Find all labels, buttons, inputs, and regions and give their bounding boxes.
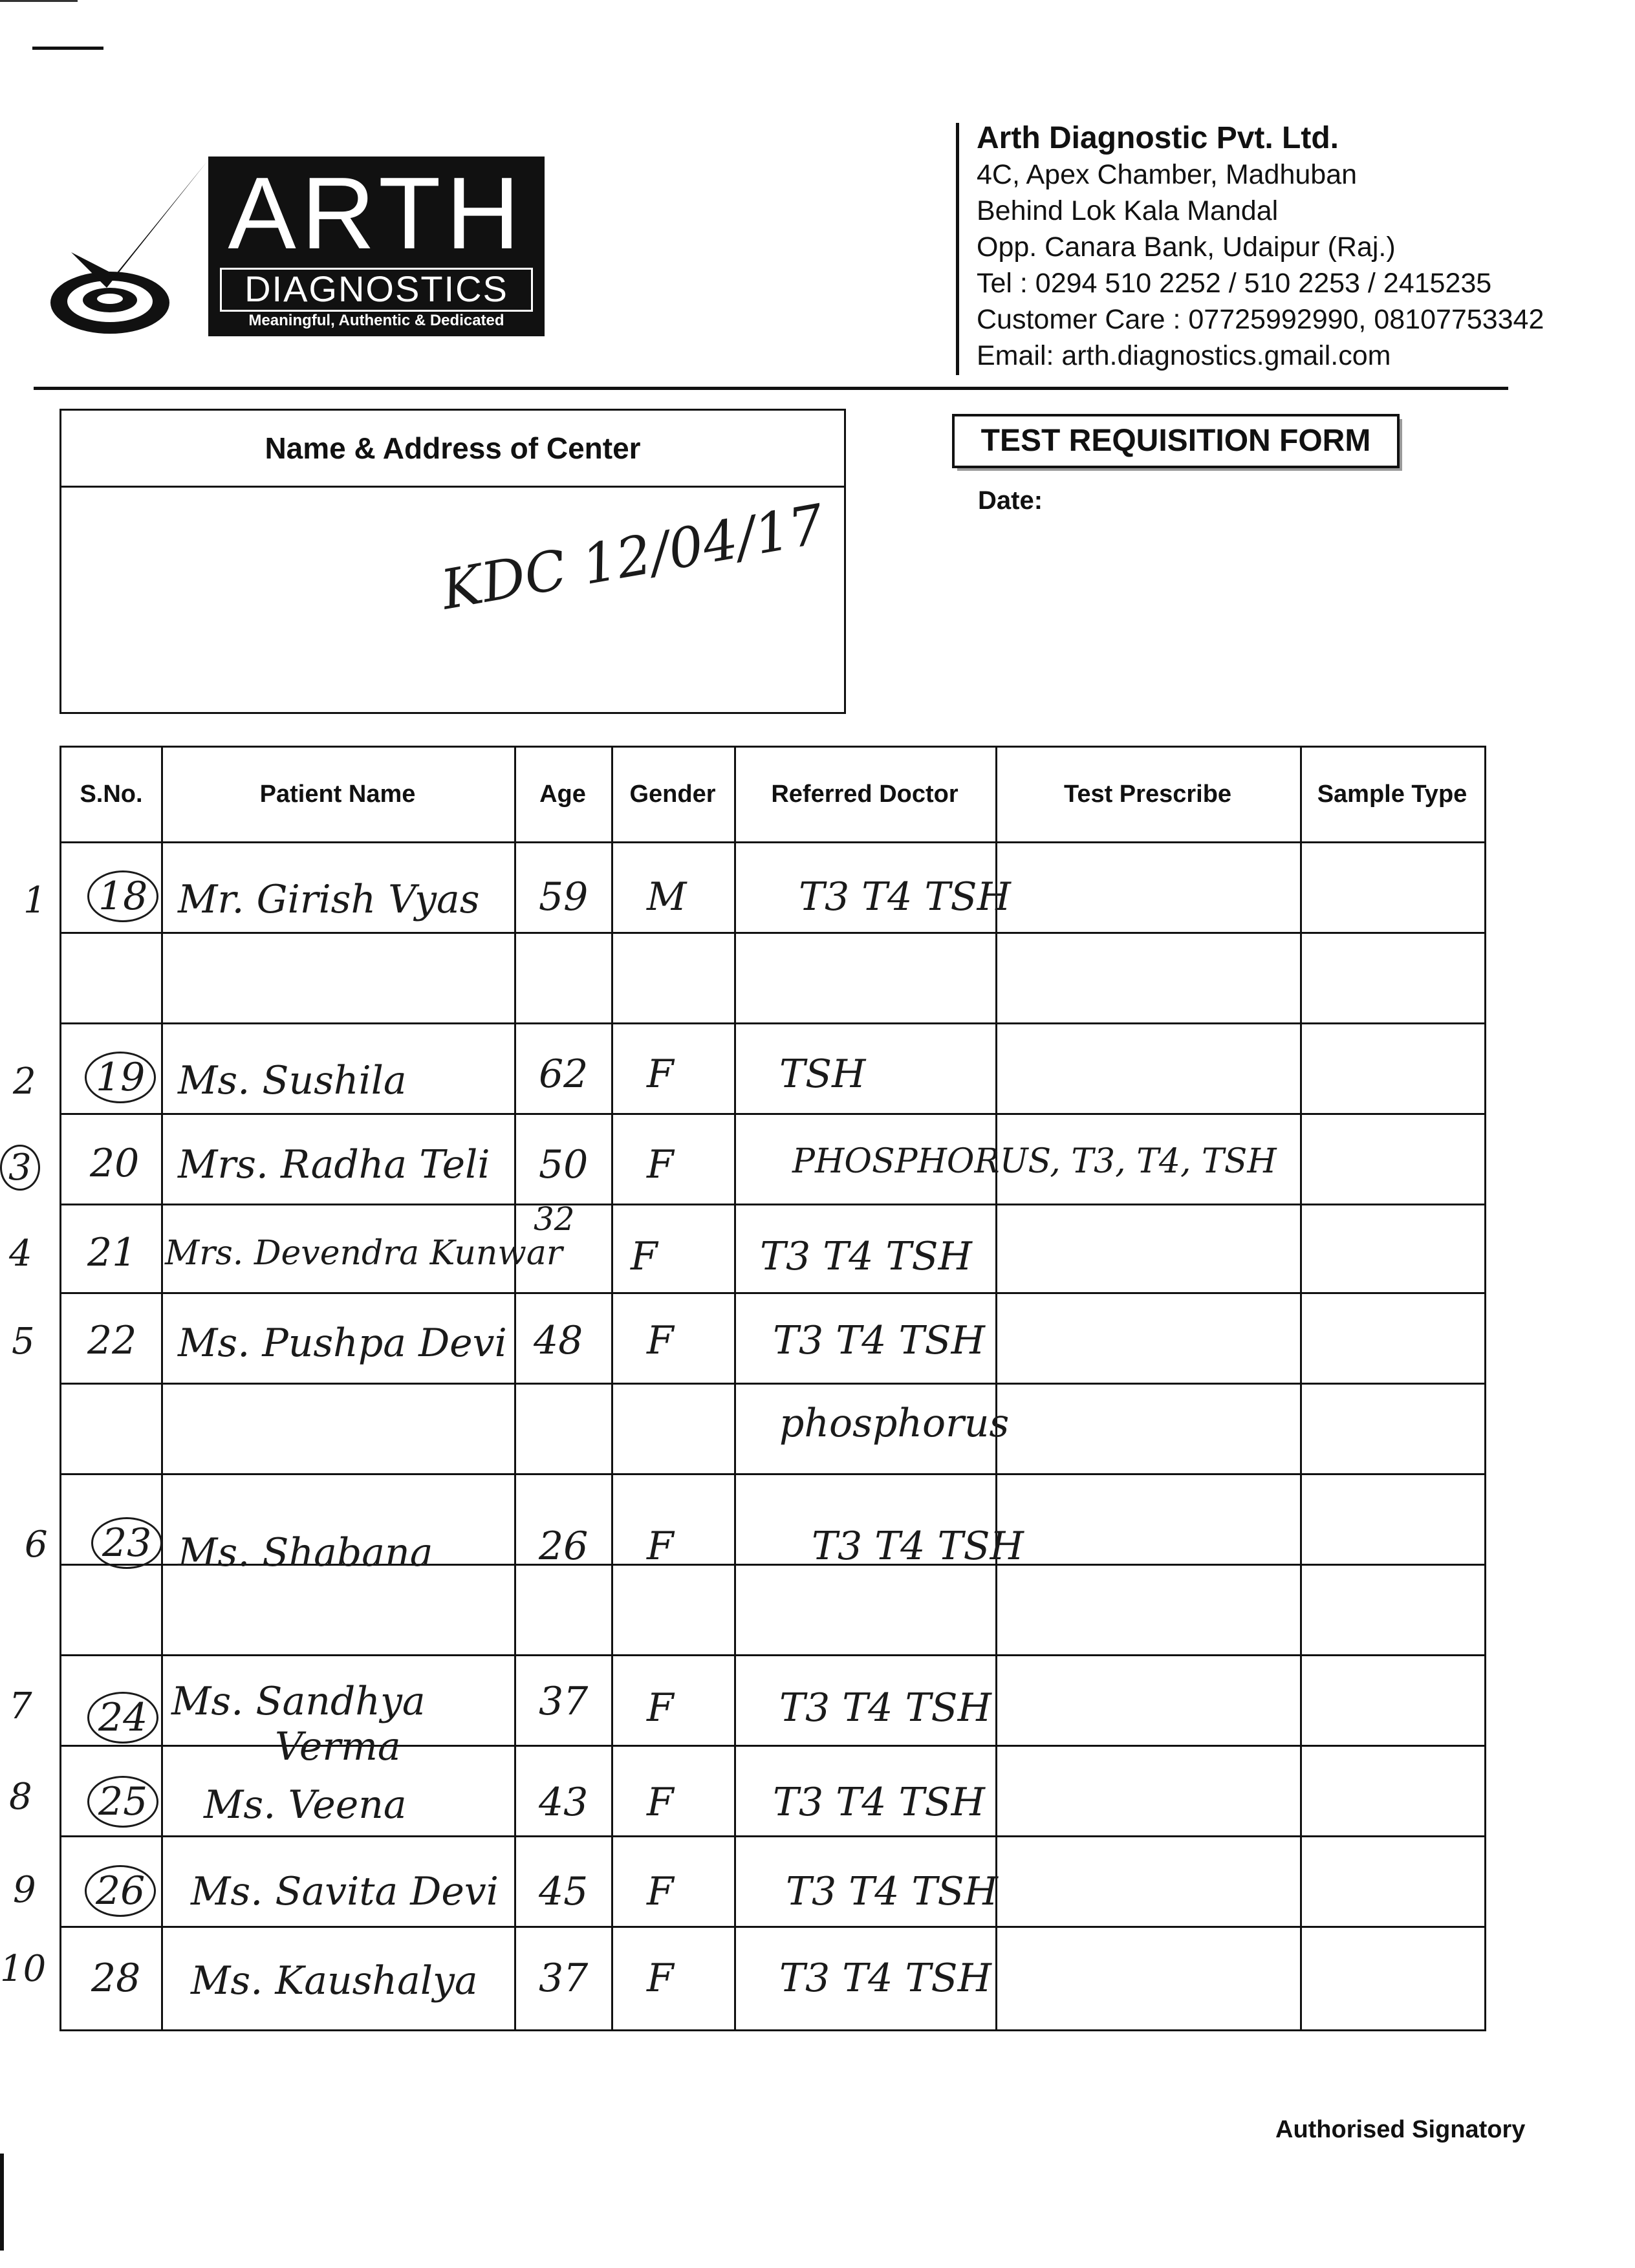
row-age: 50 — [539, 1142, 589, 1187]
brand-sub: DIAGNOSTICS — [220, 268, 533, 312]
center-handwriting: KDC 12/04/17 — [437, 492, 829, 622]
center-box — [60, 409, 846, 714]
row-divider — [61, 1654, 1484, 1656]
row-sno: 20 — [90, 1141, 140, 1186]
row-sno: 26 — [85, 1865, 156, 1917]
row-gender: F — [647, 1685, 674, 1731]
row-gender: F — [647, 1869, 674, 1914]
row-divider — [61, 841, 1484, 843]
row-patient-name: Ms. Kaushalya — [191, 1958, 478, 2003]
header-sno: S.No. — [80, 781, 143, 808]
margin-row-number: 5 — [12, 1321, 35, 1363]
header-sample-type: Sample Type — [1317, 781, 1467, 808]
row-gender: F — [631, 1234, 658, 1279]
row-divider — [61, 1926, 1484, 1928]
customer-care-line: Customer Care : 07725992990, 08107753342 — [977, 304, 1544, 335]
row-sno: 25 — [87, 1776, 158, 1828]
margin-row-number: 6 — [25, 1524, 48, 1566]
address-line: Opp. Canara Bank, Udaipur (Raj.) — [977, 232, 1396, 263]
row-patient-name-cont: Verma — [275, 1724, 401, 1769]
scan-mark-dash — [32, 47, 103, 50]
row-sno: 18 — [87, 870, 158, 922]
address-line: Behind Lok Kala Mandal — [977, 195, 1279, 226]
address-divider — [956, 123, 959, 375]
brand-tagline: Meaningful, Authentic & Dedicated — [248, 312, 504, 329]
header-test-prescribe: Test Prescribe — [1063, 781, 1232, 808]
header-referred-doctor: Referred Doctor — [771, 781, 958, 808]
row-tests: TSH — [779, 1052, 866, 1097]
row-tests: T3 T4 TSH — [812, 1524, 1024, 1569]
row-age: 37 — [539, 1679, 589, 1724]
row-patient-name: Ms. Pushpa Devi — [178, 1321, 507, 1366]
margin-row-number: 1 — [23, 880, 47, 922]
brand-name: ARTH — [228, 157, 525, 270]
header-age: Age — [539, 781, 586, 808]
row-gender: F — [647, 1052, 674, 1097]
margin-row-number: 2 — [13, 1061, 36, 1103]
margin-row-number: 4 — [9, 1233, 32, 1275]
row-tests: T3 T4 TSH — [773, 1318, 985, 1363]
row-divider — [61, 1292, 1484, 1294]
scan-mark-left — [0, 2154, 4, 2251]
form-title: TEST REQUISITION FORM — [952, 414, 1400, 468]
margin-row-number: 8 — [9, 1776, 32, 1818]
header-gender: Gender — [629, 781, 716, 808]
row-tests: T3 T4 TSH — [773, 1780, 985, 1825]
row-gender: F — [647, 1956, 674, 2001]
scan-mark-top — [0, 0, 78, 2]
row-patient-name: Mrs. Radha Teli — [178, 1142, 490, 1187]
row-tests-extra: phosphorus — [779, 1401, 1010, 1446]
margin-row-number: 7 — [9, 1685, 32, 1727]
row-patient-name: Ms. Veena — [204, 1782, 407, 1828]
row-divider — [61, 1835, 1484, 1837]
row-patient-name: Ms. Sandhya — [171, 1679, 426, 1724]
row-patient-name: Ms. Savita Devi — [191, 1869, 499, 1914]
row-tests: T3 T4 TSH — [779, 1685, 991, 1731]
header-rule — [34, 387, 1508, 390]
row-tests: PHOSPHORUS, T3, T4, TSH — [792, 1142, 1277, 1181]
row-sno: 19 — [85, 1052, 156, 1103]
row-age: 43 — [539, 1780, 589, 1825]
company-address — [977, 120, 1544, 374]
row-tests: T3 T4 TSH — [760, 1234, 972, 1279]
row-divider — [61, 1113, 1484, 1115]
row-gender: M — [647, 874, 687, 920]
row-age: 62 — [539, 1052, 589, 1097]
row-patient-name: Mr. Girish Vyas — [178, 877, 480, 922]
row-patient-name: Ms. Sushila — [178, 1058, 407, 1103]
phone-line: Tel : 0294 510 2252 / 510 2253 / 2415235 — [977, 268, 1492, 299]
margin-row-number: 9 — [13, 1869, 36, 1911]
row-age: 48 — [534, 1318, 583, 1363]
row-sno: 23 — [91, 1517, 162, 1569]
row-age: 37 — [539, 1956, 589, 2001]
row-sno: 24 — [87, 1692, 158, 1744]
requisition-table — [60, 746, 1486, 2031]
row-gender: F — [647, 1142, 674, 1187]
row-sno: 21 — [87, 1230, 137, 1275]
row-gender: F — [647, 1318, 674, 1363]
row-patient-name: Ms. Shabana — [178, 1530, 433, 1575]
header-patient-name: Patient Name — [259, 781, 416, 808]
row-divider — [61, 932, 1484, 934]
center-box-title: Name & Address of Center — [61, 411, 844, 488]
authorised-signatory: Authorised Signatory — [1275, 2116, 1526, 2143]
row-age: 45 — [539, 1869, 589, 1914]
row-tests: T3 T4 TSH — [786, 1869, 998, 1914]
date-label: Date: — [978, 486, 1043, 515]
row-gender: F — [647, 1524, 674, 1569]
margin-row-number: 3 — [0, 1145, 40, 1191]
email-line: Email: arth.diagnostics.gmail.com — [977, 340, 1391, 371]
row-gender: F — [647, 1780, 674, 1825]
row-divider — [61, 1022, 1484, 1024]
address-line: 4C, Apex Chamber, Madhuban — [977, 159, 1358, 190]
row-tests: T3 T4 TSH — [779, 1956, 991, 2001]
margin-row-number: 10 — [0, 1948, 47, 1990]
row-tests: T3 T4 TSH — [799, 874, 1011, 920]
row-age: 32 — [534, 1200, 575, 1238]
target-check-icon — [45, 155, 220, 343]
brand-logo — [208, 157, 545, 336]
row-age: 26 — [539, 1524, 589, 1569]
row-age: 59 — [539, 874, 589, 920]
row-divider — [61, 1473, 1484, 1475]
row-patient-name: Mrs. Devendra Kunwar — [165, 1234, 563, 1273]
row-divider — [61, 1383, 1484, 1385]
row-sno: 28 — [91, 1956, 141, 2001]
company-name: Arth Diagnostic Pvt. Ltd. — [977, 121, 1339, 155]
row-divider — [61, 1204, 1484, 1205]
row-sno: 22 — [87, 1318, 137, 1363]
